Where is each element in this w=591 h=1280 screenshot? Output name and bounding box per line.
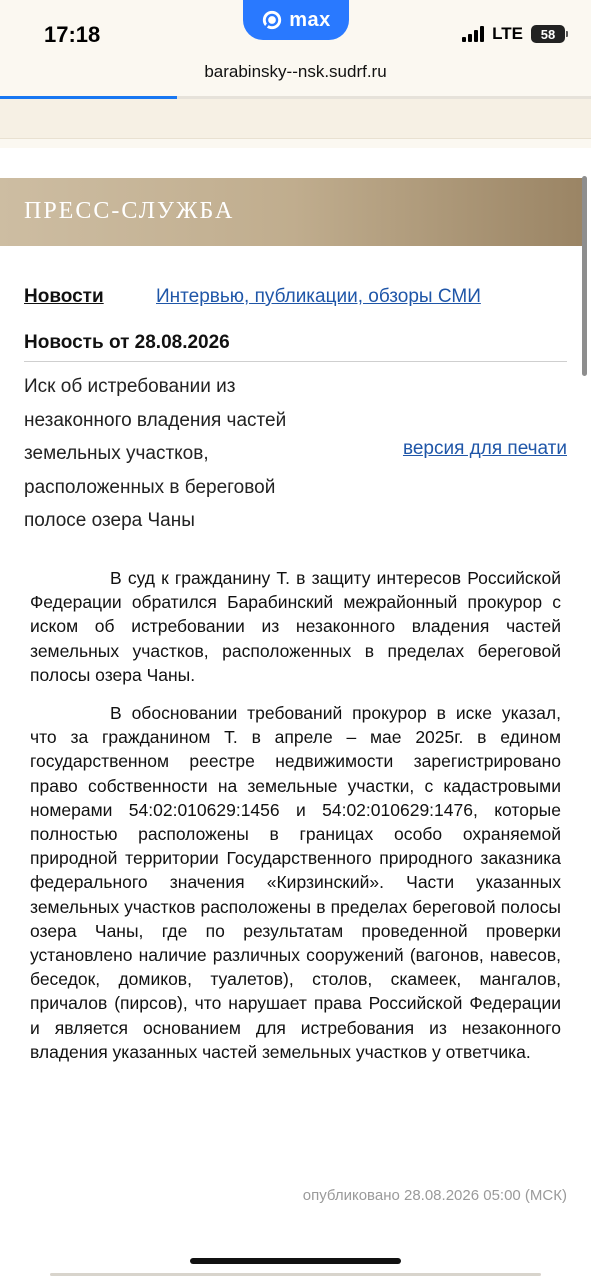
page-scrollbar[interactable] (582, 176, 587, 376)
news-date-heading: Новость от 28.08.2026 (24, 332, 230, 353)
address-bar[interactable] (0, 62, 591, 98)
article-paragraph: В суд к гражданину Т. в защиту интересов Российской Федерации обратился Барабинский межрайонный прокурор с иском об истребовании из незаконного владения частей земельных участков, расположенных в пределах береговой полосы озера Чаны. (30, 568, 561, 685)
divider (24, 361, 567, 362)
status-time: 17:18 (44, 22, 101, 47)
nav-link-media[interactable]: Интервью, публикации, обзоры СМИ (156, 286, 481, 307)
max-logo-icon (261, 9, 283, 31)
bottom-edge (50, 1273, 541, 1276)
site-top-band (0, 99, 591, 139)
app-pill-max[interactable] (243, 0, 349, 40)
published-timestamp: опубликовано 28.08.2026 05:00 (МСК) (302, 1187, 567, 1204)
signal-icon (462, 26, 484, 42)
section-banner (0, 178, 586, 246)
print-version-link[interactable]: версия для печати (402, 438, 567, 459)
article-body (30, 566, 561, 1078)
status-indicators (462, 24, 565, 44)
nav-link-news[interactable]: Новости (24, 286, 104, 307)
section-title: ПРЕСС-СЛУЖБА (24, 198, 235, 224)
home-indicator[interactable] (190, 1258, 401, 1264)
news-title-line: незаконного владения частей (24, 409, 287, 431)
news-title (24, 370, 344, 538)
battery-level: 58 (540, 26, 556, 42)
news-title-line: расположенных в береговой (24, 476, 276, 498)
address-url: barabinsky--nsk.sudrf.ru (204, 62, 387, 81)
news-title-line: полосе озера Чаны (24, 510, 195, 531)
news-title-line: Иск об истребовании из (24, 376, 236, 397)
article-paragraph: В обосновании требований прокурор в иске указал, что за гражданином Т. в апреле – мае 2025г. в едином государственном реестре недвижимости зарегистрировано право собственности на земельные участки, с кадастровыми номерами 54:02:010629:1456 и 54:02:010629:1476, которые полностью расположены в границах особо охраняемой природной территории Государственного природного заказника федерального значения «Кирзинский». Части указанных земельных участков расположены в пределах береговой полосы озера Чаны, где по результатам проведенной проверки установлено наличие различных сооружений (вагонов, навесов, беседок, домиков, туалетов), столов, скамеек, мангалов, причалов (пирсов), что нарушает права Российской Федерации и является основанием для истребования из незаконного владения указанных частей земельных участков у ответчика. (30, 703, 561, 1062)
page-content (0, 148, 591, 1280)
status-bar (0, 0, 591, 62)
section-nav (24, 286, 569, 308)
news-title-line: земельных участков, (24, 443, 209, 464)
network-type: LTE (492, 24, 523, 43)
app-pill-label: max (289, 8, 331, 31)
battery-icon (531, 25, 565, 43)
